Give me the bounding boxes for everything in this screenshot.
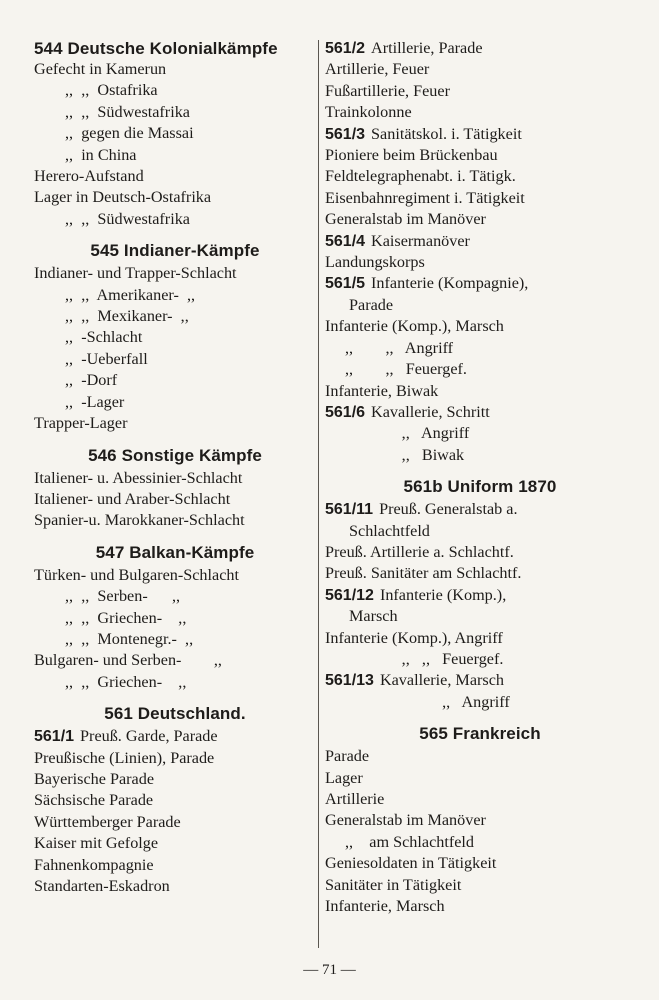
column-divider (318, 40, 319, 948)
section-heading (34, 703, 316, 724)
list-item: ,, ,, Südwestafrika (65, 209, 190, 228)
entry-number: 561/12 (325, 586, 374, 604)
entry-text: Preuß. Garde, Parade (80, 727, 218, 746)
entry-number: 561/3 (325, 125, 366, 143)
list-item: Lager (325, 768, 363, 787)
list-item: ,, -Lager (65, 392, 125, 411)
list-item: Sanitäter in Tätigkeit (325, 875, 462, 894)
section-title: Sonstige Kämpfe (121, 445, 262, 465)
entry-number: 561/13 (325, 672, 374, 690)
list-item: Kaiser mit Gefolge (34, 834, 159, 853)
list-item: Türken- und Bulgaren-Schlacht (34, 565, 239, 584)
section-heading (34, 445, 316, 466)
list-item: Lager in Deutsch-Ostafrika (34, 188, 212, 207)
list-item: Preuß. Sanitäter am Schlachtf. (325, 564, 522, 583)
list-item: Generalstab im Manöver (325, 811, 486, 830)
list-item: Landungskorps (325, 253, 425, 272)
list-item: ,, -Dorf (65, 371, 118, 390)
entry-text: Infanterie (Komp.), (379, 585, 507, 604)
section-number: 561b (403, 477, 448, 497)
section-title: Balkan-Kämpfe (129, 542, 255, 562)
numbered-entry (325, 670, 635, 691)
list-item: ,, ,, Montenegr.- ,, (65, 629, 194, 648)
section-heading (34, 240, 316, 261)
list-item: ,, ,, Südwestafrika (65, 102, 190, 121)
section-title: Frankreich (452, 724, 541, 744)
list-item: ,, ,, Ostafrika (65, 81, 158, 100)
section-number: 546 (88, 445, 122, 465)
entry-text: Sanitätskol. i. Tätigkeit (371, 124, 522, 143)
list-item: ,, ,, Feuergef. (345, 649, 504, 668)
entry-number: 561/4 (325, 232, 366, 250)
section-number: 544 (34, 39, 68, 58)
entry-number: 561/6 (325, 403, 366, 421)
list-item: Sächsische Parade (34, 791, 154, 810)
list-item: Infanterie (Komp.), Marsch (325, 317, 504, 336)
list-item: Artillerie (325, 790, 385, 808)
list-item: Gefecht in Kamerun (34, 60, 167, 78)
section-number: 561 (104, 704, 138, 724)
section-heading (325, 476, 635, 497)
list-item: Parade (325, 747, 370, 766)
list-item: ,, Angriff (345, 424, 470, 443)
entry-number: 561/2 (325, 40, 366, 57)
page-number: — 71 — (303, 962, 356, 978)
list-item: ,, Biwak (345, 445, 465, 464)
list-item: Fußartillerie, Feuer (325, 81, 450, 100)
list-item: Generalstab im Manöver (325, 210, 486, 229)
list-item: Preuß. Artillerie a. Schlachtf. (325, 542, 514, 561)
list-item: ,, gegen die Massai (65, 124, 194, 143)
numbered-entry (34, 726, 316, 747)
section-number: 565 (419, 724, 453, 744)
list-item: ,, ,, Serben- ,, (65, 587, 181, 606)
list-item: Artillerie, Feuer (325, 60, 430, 79)
list-item: Trapper-Lager (34, 414, 128, 433)
list-item: ,, -Schlacht (65, 328, 143, 347)
numbered-entry (325, 273, 635, 294)
entry-text: Artillerie, Parade (371, 39, 483, 57)
section-title: Indianer-Kämpfe (123, 241, 260, 261)
entry-text: Kaisermanöver (371, 231, 470, 250)
entry-text: Preuß. Generalstab a. (379, 500, 518, 519)
entry-number: 561/1 (34, 728, 75, 746)
section-heading (325, 723, 635, 744)
numbered-entry (325, 124, 635, 145)
list-item: Württemberger Parade (34, 812, 181, 831)
numbered-entry (325, 38, 635, 59)
list-item: Bulgaren- und Serben- ,, (34, 651, 222, 670)
list-item: Spanier-u. Marokkaner-Schlacht (34, 511, 245, 530)
list-item: Feldtelegraphenabt. i. Tätigk. (325, 167, 516, 186)
section-heading (34, 542, 316, 563)
entry-number: 561/11 (325, 501, 374, 519)
entry-number: 561/5 (325, 275, 366, 293)
numbered-entry (325, 402, 635, 423)
list-item: ,, ,, Angriff (345, 338, 454, 357)
list-item: ,, -Ueberfall (65, 349, 148, 368)
section-number: 547 (95, 542, 130, 562)
list-item: Parade (349, 295, 394, 314)
list-item: ,, ,, Griechen- ,, (65, 672, 187, 691)
list-item: ,, in China (65, 145, 137, 164)
list-item: Herero-Aufstand (34, 167, 144, 186)
list-item: Trainkolonne (325, 103, 412, 122)
list-item: Italiener- und Araber-Schlacht (34, 489, 231, 508)
section-heading (34, 38, 316, 59)
list-item: ,, ,, Griechen- ,, (65, 608, 187, 627)
entry-text: Kavallerie, Schritt (371, 402, 490, 421)
list-item: Eisenbahnregiment i. Tätigkeit (325, 188, 525, 207)
numbered-entry (325, 585, 635, 606)
list-item: Infanterie, Marsch (325, 897, 445, 916)
list-item: Preußische (Linien), Parade (34, 748, 215, 767)
numbered-entry (325, 231, 635, 252)
list-item: Schlachtfeld (349, 521, 430, 540)
list-item: ,, ,, Mexikaner- ,, (65, 307, 189, 326)
list-item: Infanterie (Komp.), Angriff (325, 628, 503, 647)
list-item: ,, ,, Amerikaner- ,, (65, 285, 196, 304)
entry-text: Kavallerie, Marsch (379, 671, 504, 690)
list-item: Infanterie, Biwak (325, 381, 439, 400)
list-item: Italiener- u. Abessinier-Schlacht (34, 468, 243, 487)
list-item: Geniesoldaten in Tätigkeit (325, 854, 497, 873)
list-item: Standarten-Eskadron (34, 877, 170, 895)
list-item: ,, ,, Feuergef. (345, 360, 467, 379)
left-column (34, 38, 316, 897)
list-item: Fahnenkompagnie (34, 855, 154, 874)
section-title: Uniform 1870 (447, 477, 557, 497)
numbered-entry (325, 499, 635, 520)
entry-text: Infanterie (Kompagnie), (371, 274, 529, 293)
right-column (325, 38, 635, 917)
list-item: ,, Angriff (345, 692, 510, 711)
list-item: ,, am Schlachtfeld (345, 832, 475, 851)
list-item: Indianer- und Trapper-Schlacht (34, 264, 237, 283)
section-title: Deutschland. (137, 704, 246, 724)
list-item: Pioniere beim Brückenbau (325, 146, 498, 165)
section-number: 545 (90, 241, 124, 261)
section-title: Deutsche Kolonialkämpfe (67, 39, 278, 58)
list-item: Bayerische Parade (34, 769, 154, 788)
list-item: Marsch (349, 607, 398, 626)
